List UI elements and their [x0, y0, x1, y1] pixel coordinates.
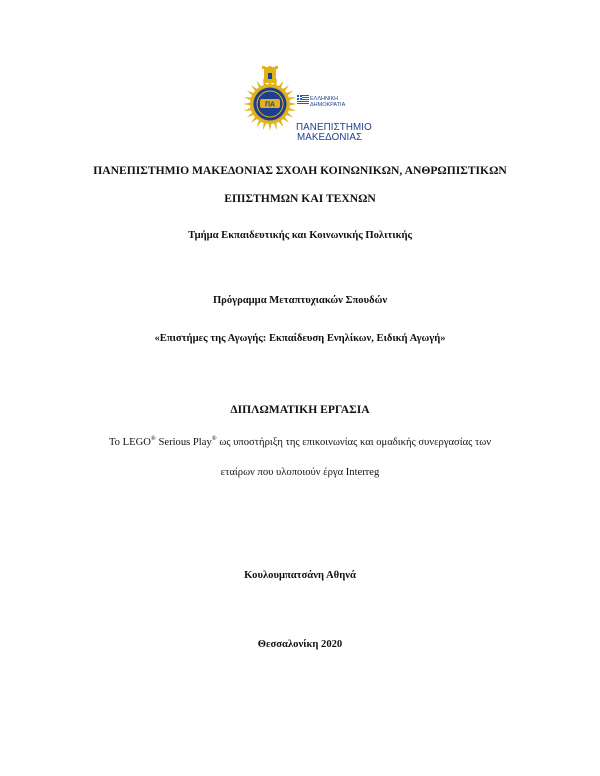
thesis-title-part-2: Serious Play: [155, 437, 212, 448]
institution-line-2: ΕΠΙΣΤΗΜΩΝ ΚΑΙ ΤΕΧΝΩΝ: [224, 192, 376, 205]
registered-mark-2: ®: [211, 435, 217, 442]
department-name: Τμήμα Εκπαιδευτικής και Κοινωνικής Πολιτικής: [188, 230, 412, 241]
university-logo: [236, 66, 372, 148]
thesis-title-part-3: ως υποστήριξη της επικοινωνίας και ομαδικής συνεργασίας των: [216, 437, 492, 448]
thesis-type: ΔΙΠΛΩΜΑΤΙΚΗ ΕΡΓΑΣΙΑ: [230, 403, 370, 416]
registered-mark-1: ®: [150, 435, 156, 442]
logo-university-line2: ΜΑΚΕΔΟΝΙΑΣ: [297, 132, 363, 143]
logo-republic-line2: ΔΗΜΟΚΡΑΤΙΑ: [310, 102, 346, 108]
university-emblem-icon: [236, 66, 306, 148]
program-specialization: «Επιστήμες της Αγωγής: Εκπαίδευση Ενηλίκων, Ειδική Αγωγή»: [154, 333, 446, 344]
author-name: Κουλουμπατσάνη Αθηνά: [244, 570, 356, 581]
thesis-title-line-1: [0, 437, 600, 448]
thesis-title-part-1: To LEGO: [108, 437, 151, 448]
thesis-title-line-2: εταίρων που υλοποιούν έργα Interreg: [220, 467, 380, 478]
logo-republic-line1: ΕΛΛΗΝΙΚΗ: [310, 96, 339, 102]
place-date: Θεσσαλονίκη 2020: [257, 639, 343, 650]
svg-text:ΠΑ: ΠΑ: [264, 101, 276, 109]
greek-flag-icon: [297, 95, 309, 104]
logo-university-line1: ΠΑΝΕΠΙΣΤΗΜΙΟ: [296, 122, 372, 133]
program-title: Πρόγραμμα Μεταπτυχιακών Σπουδών: [212, 295, 388, 306]
institution-line-1: ΠΑΝΕΠΙΣΤΗΜΙΟ ΜΑΚΕΔΟΝΙΑΣ ΣΧΟΛΗ ΚΟΙΝΩΝΙΚΩΝ, ΑΝΘΡΩΠΙΣΤΙΚΩΝ: [93, 164, 507, 177]
